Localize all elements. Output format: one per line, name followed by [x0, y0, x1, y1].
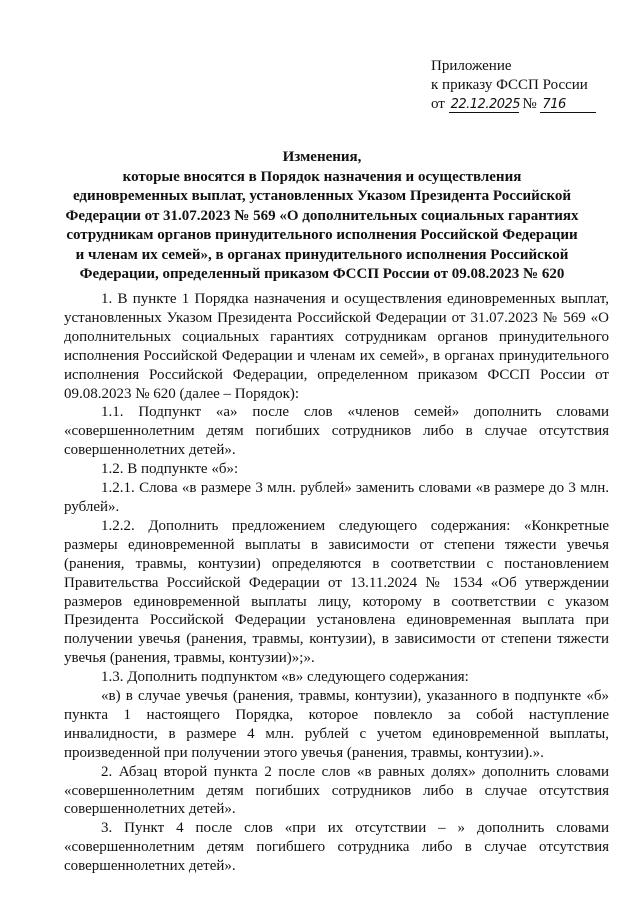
paragraph-1-3-quote: «в) в случае увечья (ранения, травмы, контузии), указанного в подпункте «б» пункта 1 настоящего Порядка, которое повлекло за собой наступление инвалидности, в размере 4 млн. рублей с учетом единовременной выплаты, произведенной при получении этого увечья (ранения, травмы, контузии).».: [64, 688, 609, 761]
document-title: [62, 148, 582, 285]
paragraph-1-2-2: 1.2.2. Дополнить предложением следующего содержания: «Конкретные размеры единовременной выплаты в зависимости от степени тяжести увечья (ранения, травмы, контузии) определяются в соответствии с постановлением Правительства Российской Федерации от 13.11.2024 № 1534 «Об утверждении размеров единовременной выплаты лицу, которому в соответствии с указом Президента Российской Федерации установлена единовременная выплата при получении увечья (ранения, травмы, контузии), в зависимости от степени тяжести увечья (ранения, травмы, контузии)»;».: [64, 517, 609, 667]
appendix-order-ref: к приказу ФССП России: [431, 77, 588, 93]
paragraph-1-1: 1.1. Подпункт «а» после слов «членов семей» дополнить словами «совершеннолетним детям погибших сотрудников либо в случае отсутствия совершеннолетних детей».: [64, 404, 609, 459]
appendix-title: Приложение: [431, 58, 512, 74]
title-line: Федерации, определенный приказом ФССП России от 09.08.2023 № 620: [79, 266, 565, 282]
title-line: единовременных выплат, установленных Указом Президента Российской: [72, 188, 572, 204]
paragraph-1: 1. В пункте 1 Порядка назначения и осуществления единовременных выплат, установленных Указом Президента Российской Федерации от 31.07.2023 № 569 «О дополнительных социальных гарантиях сотрудникам органов принудительного исполнения Российской Федерации и членам их семей», в органах принудительного исполнения Российской Федерации, определенном приказом ФССП России от 09.08.2023 № 620 (далее – Порядок):: [64, 291, 609, 402]
title-line: и членам их семей», в органах принудительного исполнения Российской: [75, 246, 569, 263]
handwritten-date: 22.12.2025: [450, 97, 521, 112]
paragraph-3: 3. Пункт 4 после слов «при их отсутствии – » дополнить словами «совершеннолетним детям погибшего сотрудника либо в случае отсутствия совершеннолетних детей».: [64, 820, 609, 875]
date-prefix: от: [431, 96, 445, 112]
paragraph-1-3: 1.3. Дополнить подпунктом «в» следующего содержания:: [101, 669, 469, 686]
title-line: Изменения,: [282, 149, 362, 165]
appendix-date-line: [431, 95, 621, 114]
number-sign: №: [522, 96, 537, 112]
document-body: [64, 290, 609, 876]
paragraph-2: 2. Абзац второй пункта 2 после слов «в равных долях» дополнить словами «совершеннолетним детям погибших сотрудников либо в случае отсутствия совершеннолетних детей».: [64, 763, 609, 818]
title-line: которые вносятся в Порядок назначения и осуществления: [122, 168, 522, 185]
paragraph-1-2: 1.2. В подпункте «б»:: [101, 461, 239, 478]
paragraph-1-2-1: 1.2.1. Слова «в размере 3 млн. рублей» заменить словами «в размере до 3 млн. рублей».: [64, 480, 609, 515]
handwritten-number: 716: [540, 98, 596, 113]
title-line: Федерации от 31.07.2023 № 569 «О дополнительных социальных гарантиях: [65, 207, 579, 224]
title-line: сотрудникам органов принудительного исполнения Российской Федерации: [66, 227, 578, 243]
appendix-block: [431, 57, 621, 114]
